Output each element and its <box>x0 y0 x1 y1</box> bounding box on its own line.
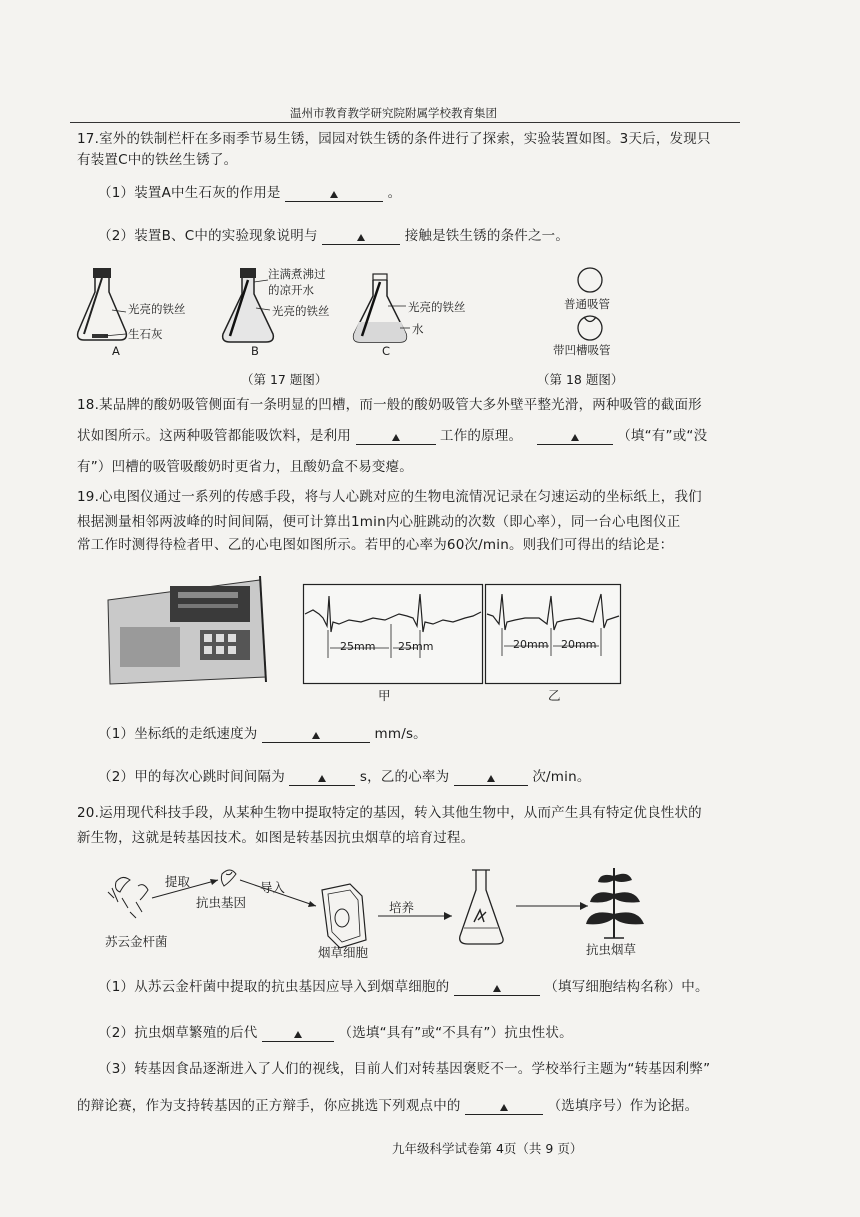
ecg-jia-interval-2: 25mm <box>398 640 434 653</box>
q20-part1 <box>98 978 709 996</box>
answer-blank[interactable] <box>262 1025 334 1042</box>
label-tobacco: 抗虫烟草 <box>586 942 637 957</box>
label-a-lime: 生石灰 <box>128 327 163 341</box>
answer-blank[interactable] <box>289 769 355 786</box>
label-a-wire: 光亮的铁丝 <box>128 302 186 316</box>
q17-part1 <box>98 184 401 202</box>
answer-blank[interactable] <box>537 428 613 445</box>
q19-line1: 19.心电图仪通过一系列的传感手段，将与人心跳对应的生物电流情况记录在匀速运动的坐标纸上，我们 <box>77 489 702 505</box>
tobacco-plant-icon <box>586 868 644 938</box>
q20-part3-suffix: （选填序号）作为论据。 <box>547 1098 699 1114</box>
q17-line2: 有装置C中的铁丝生锈了。 <box>77 152 238 168</box>
label-culture: 培养 <box>389 900 415 915</box>
letter-c: C <box>382 344 391 358</box>
ecg-yi-interval-2: 20mm <box>561 638 597 651</box>
label-b-water1: 注满煮沸过 <box>268 267 326 281</box>
q20-part2-suffix: （选填“具有”或“不具有”）抗虫性状。 <box>338 1025 573 1041</box>
q18-caption: （第 18 题图） <box>537 372 624 387</box>
answer-marker-icon <box>500 1104 508 1111</box>
ecg-chart-jia <box>303 584 483 684</box>
answer-marker-icon <box>294 1031 302 1038</box>
ecg-yi-interval-1: 20mm <box>513 638 549 651</box>
label-c-water: 水 <box>412 322 424 336</box>
answer-marker-icon <box>312 732 320 739</box>
label-cell: 烟草细胞 <box>318 945 369 960</box>
q20-part2-prefix: （2）抗虫烟草繁殖的后代 <box>98 1025 258 1041</box>
ecg-jia-interval-1: 25mm <box>340 640 376 653</box>
q17-part2-suffix: 接触是铁生锈的条件之一。 <box>404 228 570 244</box>
q18-line3: 有”）凹槽的吸管吸酸奶时更省力，且酸奶盒不易变瘪。 <box>77 459 413 475</box>
answer-marker-icon <box>318 775 326 782</box>
normal-straw-icon <box>578 268 602 292</box>
answer-blank[interactable] <box>454 979 540 996</box>
q17-part2 <box>98 227 569 245</box>
gene-icon <box>221 870 236 886</box>
school-header: 温州市教育教学研究院附属学校教育集团 <box>290 106 497 120</box>
tobacco-cell-icon <box>322 884 366 948</box>
answer-blank[interactable] <box>454 769 528 786</box>
answer-marker-icon <box>571 434 579 441</box>
q19-part2-prefix: （2）甲的每次心跳时间间隔为 <box>98 769 285 785</box>
answer-marker-icon <box>487 775 495 782</box>
answer-blank[interactable] <box>262 726 370 743</box>
answer-blank[interactable] <box>356 428 436 445</box>
q20-line1: 20.运用现代科技手段，从某种生物中提取特定的基因，转入其他生物中，从而产生具有特定优良性状的 <box>77 805 702 821</box>
q19-part1-suffix: mm/s。 <box>374 726 427 742</box>
q20-part2 <box>98 1024 573 1042</box>
q18-line2-c: （填“有”或“没 <box>617 428 708 444</box>
page-footer: 九年级科学试卷第 4页（共 9 页） <box>392 1141 583 1156</box>
label-b-wire: 光亮的铁丝 <box>272 304 330 318</box>
q19-part2-suffix: 次/min。 <box>532 769 591 785</box>
q17-part2-prefix: （2）装置B、C中的实验现象说明与 <box>98 228 318 244</box>
q17-caption: （第 17 题图） <box>241 372 328 387</box>
q18-line2-a: 状如图所示。这两种吸管都能吸饮料，是利用 <box>77 428 351 444</box>
answer-marker-icon <box>330 191 338 198</box>
q19-part1 <box>98 725 427 743</box>
q19-line2: 根据测量相邻两波峰的时间间隔，便可计算出1min内心脏跳动的次数（即心率），同一台心电图仪正 <box>77 514 681 530</box>
q18-line2-b: 工作的原理。 <box>440 428 523 444</box>
q20-part3-line1: （3）转基因食品逐渐进入了人们的视线，目前人们对转基因褒贬不一。学校举行主题为“转基因利弊” <box>98 1061 711 1077</box>
ecg-chart-yi <box>485 584 621 684</box>
q20-part1-suffix: （填写细胞结构名称）中。 <box>544 979 709 995</box>
flask-a <box>78 268 127 340</box>
q20-line2: 新生物，这就是转基因技术。如图是转基因抗虫烟草的培育过程。 <box>77 830 475 846</box>
label-jia: 甲 <box>378 688 391 703</box>
answer-marker-icon <box>392 434 400 441</box>
q17-part1-prefix: （1）装置A中生石灰的作用是 <box>98 185 281 201</box>
q20-part1-prefix: （1）从苏云金杆菌中提取的抗虫基因应导入到烟草细胞的 <box>98 979 450 995</box>
flask-b <box>223 268 274 342</box>
bacteria-icon <box>108 877 148 918</box>
label-groove-straw: 带凹槽吸管 <box>553 343 611 357</box>
answer-marker-icon <box>493 985 501 992</box>
q17-line1: 17.室外的铁制栏杆在多雨季节易生锈，园园对铁生锈的条件进行了探索，实验装置如图。3天后，发现只 <box>77 131 711 147</box>
groove-straw-icon <box>584 317 596 322</box>
answer-blank[interactable] <box>465 1098 543 1115</box>
letter-a: A <box>112 344 120 358</box>
q19-part2 <box>98 768 591 786</box>
label-import: 导入 <box>260 880 286 895</box>
q17-part1-suffix: 。 <box>387 185 402 201</box>
label-normal-straw: 普通吸管 <box>564 297 610 311</box>
q20-part3-prefix: 的辩论赛，作为支持转基因的正方辩手，你应挑选下列观点中的 <box>77 1098 461 1114</box>
q19-part1-prefix: （1）坐标纸的走纸速度为 <box>98 726 258 742</box>
label-c-wire: 光亮的铁丝 <box>408 300 466 314</box>
answer-marker-icon <box>357 234 365 241</box>
q18-line1: 18.某品牌的酸奶吸管侧面有一条明显的凹槽，而一般的酸奶吸管大多外壁平整光滑，两种吸管的截面形 <box>77 397 702 413</box>
label-b-water2: 的凉开水 <box>268 283 314 297</box>
letter-b: B <box>251 344 259 358</box>
q19-line3: 常工作时测得待检者甲、乙的心电图如图所示。若甲的心率为60次/min。则我们可得出的结论是： <box>77 537 674 553</box>
answer-blank[interactable] <box>285 185 383 202</box>
q17-apparatus-figure <box>70 262 420 362</box>
culture-flask-icon <box>460 870 503 944</box>
label-yi: 乙 <box>548 688 561 703</box>
q18-line2 <box>77 427 707 445</box>
header-rule <box>70 122 740 123</box>
label-extract: 提取 <box>165 874 191 889</box>
flask-c <box>354 274 410 342</box>
answer-blank[interactable] <box>322 228 400 245</box>
label-bacteria: 苏云金杆菌 <box>105 934 168 949</box>
q20-part3-line2 <box>77 1097 698 1115</box>
label-gene: 抗虫基因 <box>196 895 247 910</box>
ecg-device-image <box>100 572 275 690</box>
q19-part2-mid: s，乙的心率为 <box>359 769 450 785</box>
